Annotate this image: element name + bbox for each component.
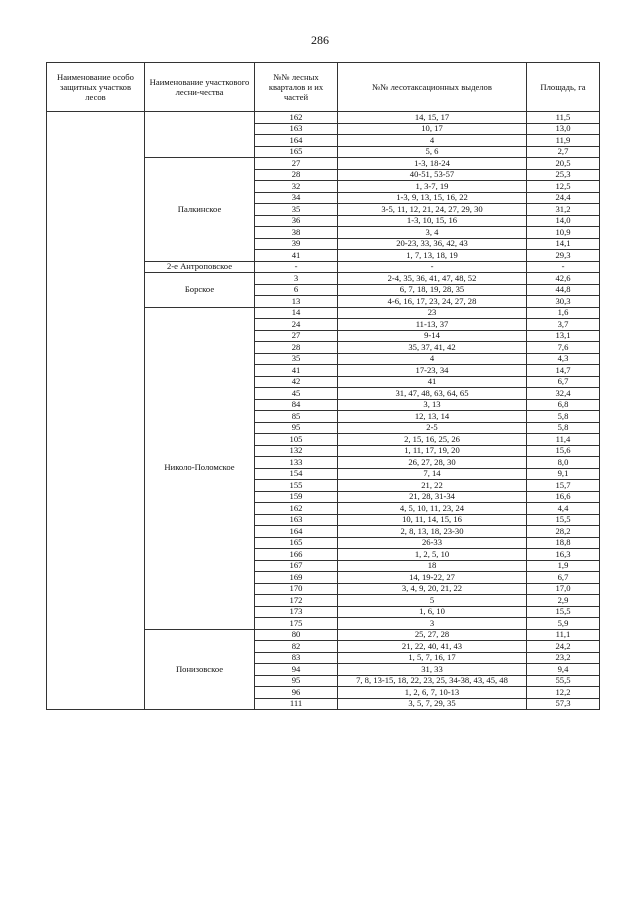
quarter-cell: 27 [255,158,338,170]
area-cell: 6,7 [527,572,600,584]
quarter-cell: 164 [255,135,338,147]
area-cell: 15,5 [527,514,600,526]
allotments-cell: 21, 28, 31-34 [338,491,527,503]
allotments-cell: 4, 5, 10, 11, 23, 24 [338,503,527,515]
area-cell: 55,5 [527,675,600,687]
area-cell: 1,6 [527,307,600,319]
allotments-cell: 1, 2, 6, 7, 10-13 [338,687,527,699]
quarter-cell: 163 [255,514,338,526]
allotments-cell: 1-3, 18-24 [338,158,527,170]
quarter-cell: 45 [255,388,338,400]
page-number: 286 [311,33,329,47]
area-cell: 5,8 [527,411,600,423]
quarter-cell: 35 [255,353,338,365]
quarter-cell: 35 [255,204,338,216]
area-cell: 11,4 [527,434,600,446]
area-cell: 57,3 [527,698,600,710]
table-row [47,112,600,124]
quarter-cell: 34 [255,192,338,204]
quarter-cell: 162 [255,503,338,515]
allotments-cell: 18 [338,560,527,572]
allotments-cell: 1-3, 10, 15, 16 [338,215,527,227]
quarter-cell: 165 [255,146,338,158]
allotments-cell: 5 [338,595,527,607]
quarter-cell: 105 [255,434,338,446]
allotments-cell: 14, 15, 17 [338,112,527,124]
quarter-cell: 3 [255,273,338,285]
area-cell: 12,2 [527,687,600,699]
allotments-cell: 10, 11, 14, 15, 16 [338,514,527,526]
quarter-cell: 165 [255,537,338,549]
quarter-cell: 94 [255,664,338,676]
header-allotments: №№ лесотаксационных выделов [338,63,527,112]
area-cell: 14,1 [527,238,600,250]
allotments-cell: 10, 17 [338,123,527,135]
area-cell: 20,5 [527,158,600,170]
area-cell: 4,4 [527,503,600,515]
quarter-cell: 13 [255,296,338,308]
area-cell: 13,1 [527,330,600,342]
area-cell: 14,7 [527,365,600,377]
quarter-cell: 132 [255,445,338,457]
area-cell: 11,5 [527,112,600,124]
allotments-cell: 4-6, 16, 17, 23, 24, 27, 28 [338,296,527,308]
protected-forest-table [46,62,600,710]
area-cell: 25,3 [527,169,600,181]
allotments-cell: 2-4, 35, 36, 41, 47, 48, 52 [338,273,527,285]
allotments-cell: 26, 27, 28, 30 [338,457,527,469]
table-body [47,112,600,710]
quarter-cell: 95 [255,675,338,687]
quarter-cell: 80 [255,629,338,641]
area-cell: 6,8 [527,399,600,411]
allotments-cell: 1-3, 9, 13, 15, 16, 22 [338,192,527,204]
area-cell: 2,7 [527,146,600,158]
forestry-name-cell: 2-е Антроповское [145,261,255,273]
area-cell: 24,2 [527,641,600,653]
allotments-cell: 31, 33 [338,664,527,676]
allotments-cell: 3 [338,618,527,630]
quarter-cell: 85 [255,411,338,423]
quarter-cell: 133 [255,457,338,469]
quarter-cell: 111 [255,698,338,710]
allotments-cell: 25, 27, 28 [338,629,527,641]
area-cell: 24,4 [527,192,600,204]
area-cell: 32,4 [527,388,600,400]
allotments-cell: 7, 8, 13-15, 18, 22, 23, 25, 34-38, 43, 45, 48 [338,675,527,687]
area-cell: 14,0 [527,215,600,227]
allotments-cell: 11-13, 37 [338,319,527,331]
quarter-cell: 163 [255,123,338,135]
area-cell: 8,0 [527,457,600,469]
table-header-row [47,63,600,112]
allotments-cell: 20-23, 33, 36, 42, 43 [338,238,527,250]
quarter-cell: 38 [255,227,338,239]
quarter-cell: 172 [255,595,338,607]
area-cell: 29,3 [527,250,600,262]
quarter-cell: 167 [255,560,338,572]
quarter-cell: 95 [255,422,338,434]
quarter-cell: 162 [255,112,338,124]
quarter-cell: 166 [255,549,338,561]
area-cell: 7,6 [527,342,600,354]
quarter-cell: 175 [255,618,338,630]
area-cell: 15,5 [527,606,600,618]
allotments-cell: 1, 7, 13, 18, 19 [338,250,527,262]
allotments-cell: 5, 6 [338,146,527,158]
allotments-cell: 2, 8, 13, 18, 23-30 [338,526,527,538]
header-protected-area: Наименование особо защитных участков лесов [47,63,145,112]
allotments-cell: 12, 13, 14 [338,411,527,423]
area-cell: 13,0 [527,123,600,135]
allotments-cell: 21, 22 [338,480,527,492]
forestry-name-cell [145,112,255,158]
quarter-cell: 164 [255,526,338,538]
quarter-cell: 41 [255,250,338,262]
area-cell: 2,9 [527,595,600,607]
quarter-cell: 14 [255,307,338,319]
area-cell: 42,6 [527,273,600,285]
quarter-cell: 39 [255,238,338,250]
allotments-cell: 1, 2, 5, 10 [338,549,527,561]
allotments-cell: 41 [338,376,527,388]
allotments-cell: 40-51, 53-57 [338,169,527,181]
allotments-cell: 1, 11, 17, 19, 20 [338,445,527,457]
quarter-cell: 24 [255,319,338,331]
area-cell: 16,6 [527,491,600,503]
allotments-cell: 3, 4, 9, 20, 21, 22 [338,583,527,595]
area-cell: 10,9 [527,227,600,239]
allotments-cell: 1, 6, 10 [338,606,527,618]
forestry-name-cell: Понизовское [145,629,255,710]
quarter-cell: 83 [255,652,338,664]
allotments-cell: 2, 15, 16, 25, 26 [338,434,527,446]
quarter-cell: 159 [255,491,338,503]
allotments-cell: 3, 5, 7, 29, 35 [338,698,527,710]
area-cell: 4,3 [527,353,600,365]
protected-area-cell [47,112,145,710]
forestry-name-cell: Николо-Поломское [145,307,255,629]
allotments-cell: 17-23, 34 [338,365,527,377]
quarter-cell: 41 [255,365,338,377]
area-cell: 6,7 [527,376,600,388]
area-cell: 15,7 [527,480,600,492]
forestry-name-cell: Борское [145,273,255,308]
allotments-cell: 1, 5, 7, 16, 17 [338,652,527,664]
area-cell: 9,1 [527,468,600,480]
area-cell: 16,3 [527,549,600,561]
allotments-cell: 21, 22, 40, 41, 43 [338,641,527,653]
forestry-name-cell: Палкинское [145,158,255,262]
area-cell: 28,2 [527,526,600,538]
area-cell: 5,8 [527,422,600,434]
quarter-cell: 27 [255,330,338,342]
allotments-cell: 4 [338,353,527,365]
allotments-cell: 3-5, 11, 12, 21, 24, 27, 29, 30 [338,204,527,216]
quarter-cell: 6 [255,284,338,296]
area-cell: 12,5 [527,181,600,193]
area-cell: 44,8 [527,284,600,296]
quarter-cell: - [255,261,338,273]
area-cell: 11,9 [527,135,600,147]
area-cell: 18,8 [527,537,600,549]
quarter-cell: 36 [255,215,338,227]
quarter-cell: 28 [255,169,338,181]
area-cell: 5,9 [527,618,600,630]
allotments-cell: 2-5 [338,422,527,434]
allotments-cell: 26-33 [338,537,527,549]
allotments-cell: 4 [338,135,527,147]
area-cell: 31,2 [527,204,600,216]
area-cell: 30,3 [527,296,600,308]
header-quarters: №№ лесных кварталов и их частей [255,63,338,112]
allotments-cell: 35, 37, 41, 42 [338,342,527,354]
allotments-cell: 3, 13 [338,399,527,411]
area-cell: 11,1 [527,629,600,641]
area-cell: 15,6 [527,445,600,457]
allotments-cell: 31, 47, 48, 63, 64, 65 [338,388,527,400]
quarter-cell: 82 [255,641,338,653]
allotments-cell: 1, 3-7, 19 [338,181,527,193]
allotments-cell: 14, 19-22, 27 [338,572,527,584]
allotments-cell: 7, 14 [338,468,527,480]
quarter-cell: 32 [255,181,338,193]
area-cell: - [527,261,600,273]
quarter-cell: 96 [255,687,338,699]
quarter-cell: 170 [255,583,338,595]
area-cell: 17,0 [527,583,600,595]
allotments-cell: 3, 4 [338,227,527,239]
quarter-cell: 155 [255,480,338,492]
area-cell: 23,2 [527,652,600,664]
quarter-cell: 42 [255,376,338,388]
quarter-cell: 169 [255,572,338,584]
area-cell: 3,7 [527,319,600,331]
quarter-cell: 173 [255,606,338,618]
allotments-cell: 6, 7, 18, 19, 28, 35 [338,284,527,296]
allotments-cell: 9-14 [338,330,527,342]
allotments-cell: - [338,261,527,273]
area-cell: 9,4 [527,664,600,676]
quarter-cell: 154 [255,468,338,480]
allotments-cell: 23 [338,307,527,319]
area-cell: 1,9 [527,560,600,572]
header-area: Площадь, га [527,63,600,112]
quarter-cell: 84 [255,399,338,411]
header-forestry: Наименование участкового лесни-чества [145,63,255,112]
quarter-cell: 28 [255,342,338,354]
